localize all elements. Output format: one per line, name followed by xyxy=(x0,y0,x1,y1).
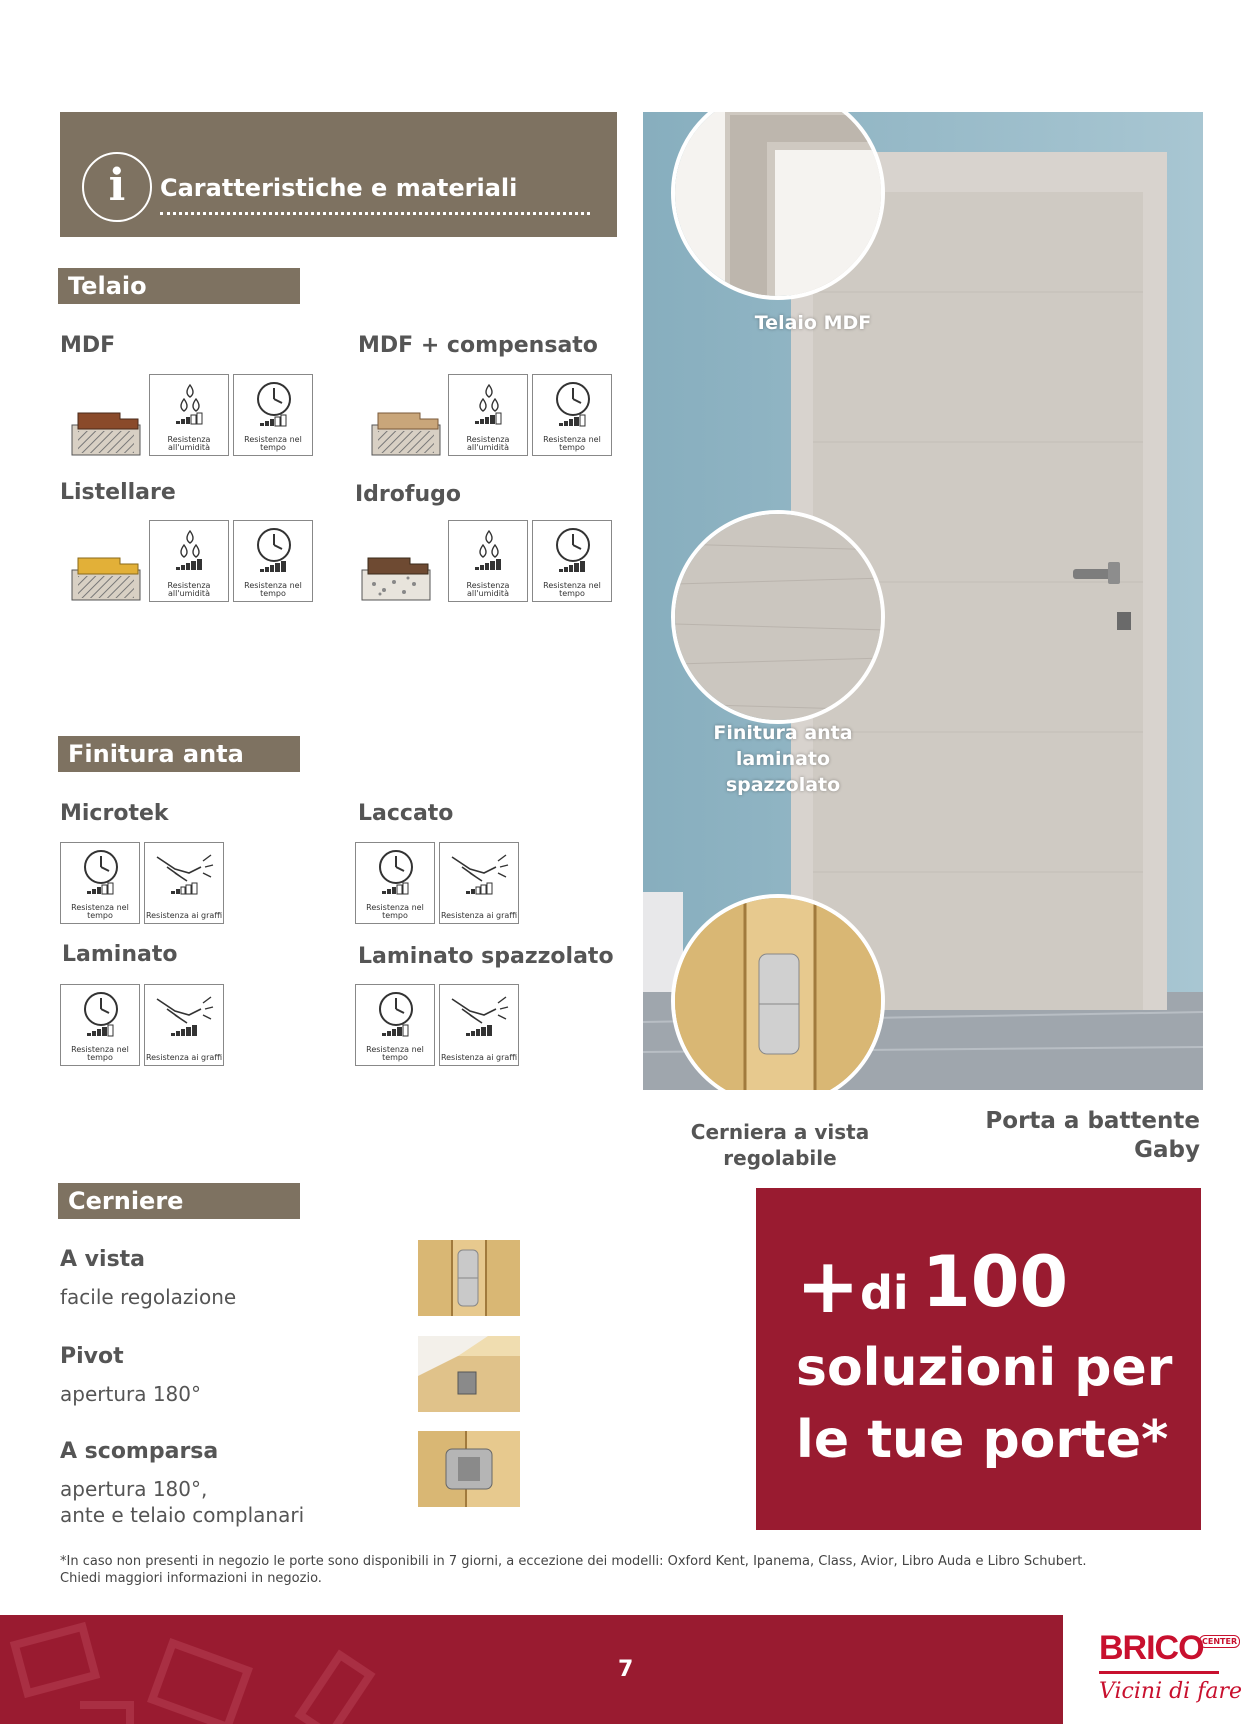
promo-line3: le tue porte* xyxy=(796,1410,1169,1470)
promo-plus: + xyxy=(796,1241,860,1330)
scratch-resistance-badge: Resistenza ai graffi xyxy=(144,842,224,924)
hinge-desc-a-scomparsa-2: ante e telaio complanari xyxy=(60,1503,305,1527)
time-resistance-badge: Resistenza nel tempo xyxy=(233,374,313,456)
logo-underline xyxy=(1099,1671,1219,1674)
label-finitura-3: spazzolato xyxy=(725,774,841,796)
hinge-title-a-scomparsa: A scomparsa xyxy=(60,1439,219,1464)
clock-icon xyxy=(533,375,613,435)
time-resistance-badge: Resistenza nel tempo xyxy=(355,984,435,1066)
humidity-resistance-badge: Resistenza all'umidità xyxy=(448,374,528,456)
hand-scratch-icon xyxy=(145,843,225,903)
time-resistance-badge: Resistenza nel tempo xyxy=(532,374,612,456)
finish-title-laccato: Laccato xyxy=(358,801,454,826)
scratch-resistance-badge: Resistenza ai graffi xyxy=(144,984,224,1066)
product-name-line2: Gaby xyxy=(1134,1137,1200,1163)
material-title-listellare: Listellare xyxy=(60,480,176,505)
clock-icon xyxy=(234,521,314,581)
footnote xyxy=(60,1553,1200,1587)
pivot-hinge-icon xyxy=(418,1336,520,1412)
label-finitura-2: laminato xyxy=(735,748,831,770)
material-title-mdf: MDF xyxy=(60,333,116,358)
time-resistance-badge: Resistenza nel tempo xyxy=(532,520,612,602)
scratch-resistance-badge: Resistenza ai graffi xyxy=(439,984,519,1066)
hinge-desc-a-vista: facile regolazione xyxy=(60,1285,237,1309)
finish-title-laminato: Laminato xyxy=(62,942,178,967)
section-tag-finitura: Finitura anta xyxy=(58,736,300,772)
time-resistance-badge: Resistenza nel tempo xyxy=(355,842,435,924)
caption-cerniera-1: Cerniera a vista xyxy=(690,1120,870,1144)
hand-scratch-icon xyxy=(440,985,520,1045)
tools-pattern-icon xyxy=(0,1615,1063,1724)
door-photo xyxy=(643,112,1203,1090)
section-tag-telaio: Telaio xyxy=(58,268,300,304)
concealed-hinge-icon xyxy=(418,1431,520,1507)
humidity-resistance-badge: Resistenza all'umidità xyxy=(149,520,229,602)
material-title-mdf-compensato: MDF + compensato xyxy=(358,333,598,358)
clock-icon xyxy=(356,985,436,1045)
info-icon: i xyxy=(82,152,152,222)
logo-brico: BRICO xyxy=(1099,1629,1204,1667)
hinge-desc-pivot: apertura 180° xyxy=(60,1382,202,1406)
page-title: Caratteristiche e materiali xyxy=(160,174,518,202)
label-telaio-mdf: Telaio MDF xyxy=(754,312,872,334)
frame-profile-listellare-icon xyxy=(70,550,145,605)
logo-center: CENTER xyxy=(1199,1635,1240,1648)
hinge-desc-a-scomparsa-1: apertura 180°, xyxy=(60,1477,208,1501)
finish-title-microtek: Microtek xyxy=(60,801,169,826)
frame-profile-mdf-compensato-icon xyxy=(370,405,445,460)
clock-icon xyxy=(356,843,436,903)
promo-line2: soluzioni per xyxy=(796,1338,1173,1398)
clock-icon xyxy=(61,985,141,1045)
water-drops-icon xyxy=(449,375,529,435)
humidity-resistance-badge: Resistenza all'umidità xyxy=(448,520,528,602)
footnote-line2: Chiedi maggiori informazioni in negozio. xyxy=(60,1571,322,1586)
footnote-line1: *In caso non presenti in negozio le porte sono disponibili in 7 giorni, a eccezione dei modelli: Oxford Kent, Ipanema, Class, Avior, Libro Auda e Libro Schubert. xyxy=(60,1554,1087,1569)
material-title-idrofugo: Idrofugo xyxy=(355,482,461,507)
page-number: 7 xyxy=(618,1657,634,1682)
promo-banner xyxy=(756,1188,1201,1530)
hinge-title-a-vista: A vista xyxy=(60,1247,146,1272)
clock-icon xyxy=(234,375,314,435)
hinge-title-pivot: Pivot xyxy=(60,1344,124,1369)
section-header xyxy=(60,112,617,237)
water-drops-icon xyxy=(150,521,230,581)
clock-icon xyxy=(533,521,613,581)
hand-scratch-icon xyxy=(440,843,520,903)
footer-bar xyxy=(0,1615,1063,1724)
brand-logo xyxy=(1063,1615,1250,1724)
clock-icon xyxy=(61,843,141,903)
promo-di: di xyxy=(860,1266,909,1320)
scratch-resistance-badge: Resistenza ai graffi xyxy=(439,842,519,924)
label-finitura-1: Finitura anta xyxy=(713,722,853,744)
finish-title-laminato-spazzolato: Laminato spazzolato xyxy=(358,944,614,969)
time-resistance-badge: Resistenza nel tempo xyxy=(60,984,140,1066)
water-drops-icon xyxy=(449,521,529,581)
promo-number: 100 xyxy=(922,1241,1069,1323)
visible-hinge-icon xyxy=(418,1240,520,1316)
hand-scratch-icon xyxy=(145,985,225,1045)
time-resistance-badge: Resistenza nel tempo xyxy=(233,520,313,602)
product-name-line1: Porta a battente xyxy=(985,1108,1200,1134)
caption-cerniera-2: regolabile xyxy=(723,1146,837,1170)
frame-profile-idrofugo-icon xyxy=(360,550,435,605)
time-resistance-badge: Resistenza nel tempo xyxy=(60,842,140,924)
detail-circle-finitura xyxy=(671,510,885,724)
section-tag-cerniere: Cerniere xyxy=(58,1183,300,1219)
water-drops-icon xyxy=(150,375,230,435)
logo-tagline: Vicini di fare xyxy=(1099,1679,1242,1704)
humidity-resistance-badge: Resistenza all'umidità xyxy=(149,374,229,456)
frame-profile-mdf-icon xyxy=(70,405,145,460)
dotted-divider xyxy=(160,212,590,215)
